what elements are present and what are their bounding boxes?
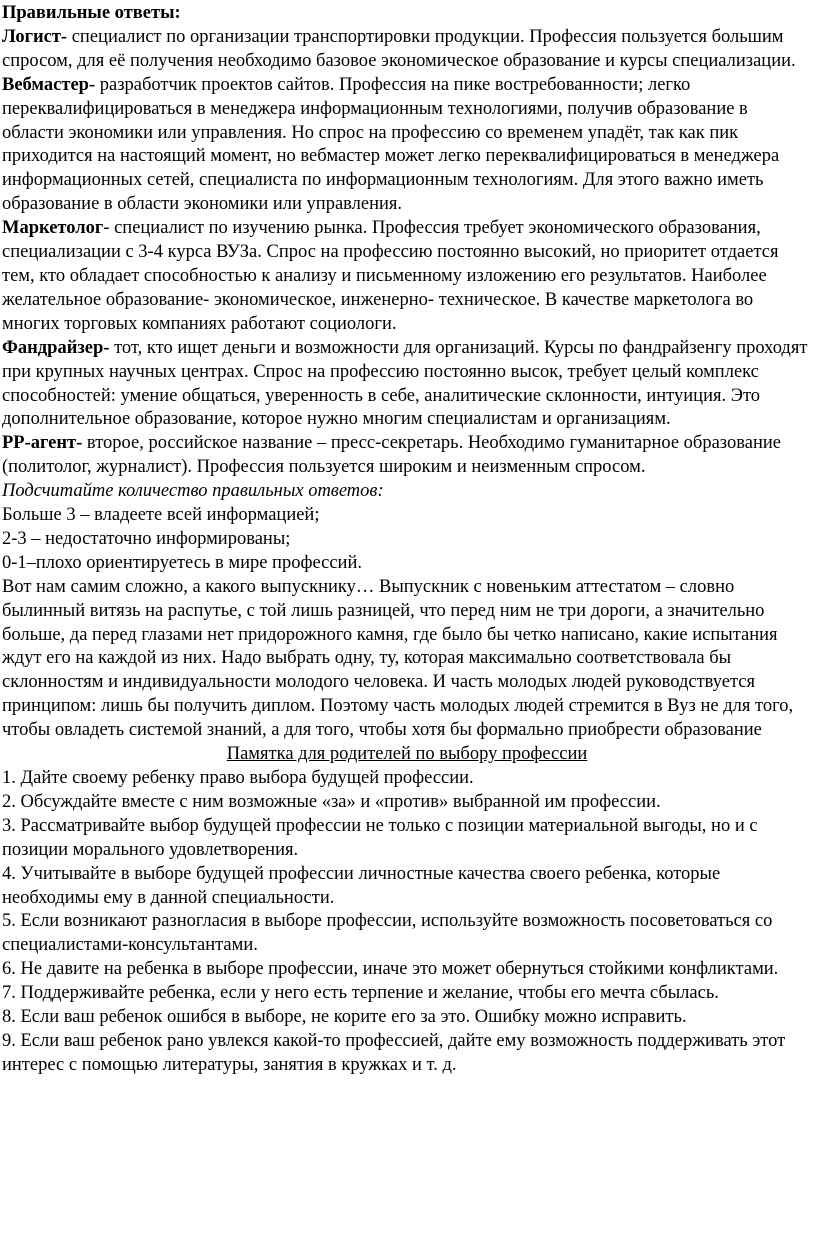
memo-item: 9. Если ваш ребенок рано увлекся какой-то профессией, дайте ему возможность поддерживать этот интерес с помощью литературы, занятия в кружках и т. д.	[2, 1030, 786, 1075]
memo-item: 8. Если ваш ребенок ошибся в выборе, не корите его за это. Ошибку можно исправить.	[2, 1007, 687, 1028]
memo-item: 1. Дайте своему ребенку право выбора будущей профессии.	[2, 768, 474, 788]
profession-term: Логист-	[2, 26, 68, 47]
memo-item: 5. Если возникают разногласия в выборе профессии, используйте возможность посоветоваться со специалистами-консультантами.	[2, 911, 773, 956]
scoring-level-high: Больше 3 – владеете всей информацией;	[2, 505, 320, 526]
profession-description: - специалист по изучению рынка. Профессия требует экономического образования, специализации с 3-4 курса ВУЗа. Спрос на профессию постоянно высокий, но приоритет отдается тем, кто обладает способностью к анализу и письменному изложению его результатов. Наиболее желательное образование- экономическое, инженерно- техническое. В качестве маркетолога во многих торговых компаниях работают социологи.	[2, 218, 779, 334]
memo-item: 4. Учитывайте в выборе будущей профессии личностные качества своего ребенка, которые необходимы ему в данной специальности.	[2, 863, 721, 908]
answers-heading	[2, 2, 812, 26]
scoring-level-medium: 2-3 – недостаточно информированы;	[2, 528, 291, 549]
answers-heading-text: Правильные ответы:	[2, 3, 181, 23]
profession-description: тот, кто ищет деньги и возможности для организаций. Курсы по фандрайзенгу проходят при крупных научных центрах. Спрос на профессию постоянно высок, требует целый комплекс способностей: умение общаться, уверенность в себе, аналитические склонности, интуиция. Это дополнительное образование, которое нужно многим специалистам и организациям.	[2, 337, 808, 430]
profession-term: Фандрайзер-	[2, 337, 110, 358]
scoring-instruction: Подсчитайте количество правильных ответов:	[2, 481, 384, 502]
profession-logist	[2, 26, 812, 74]
profession-description: разработчик проектов сайтов. Профессия на пике востребованности; легко переквалифицироваться в менеджера информационным технологиями, получив образование в области экономики или управления. Но спрос на профессию со временем упадёт, так как пик приходится на настоящий момент, но вебмастер может легко переквалифицироваться в менеджера информационных сетей, специалиста по информационным технологиям. Для этого важно иметь образование в области экономики или управления.	[2, 74, 780, 215]
memo-item: 6. Не давите на ребенка в выборе профессии, иначе это может обернуться стойкими конфликтами.	[2, 959, 779, 980]
memo-title: Памятка для родителей по выбору профессии	[226, 744, 588, 765]
profession-description: специалист по организации транспортировки продукции. Профессия пользуется большим спросом, для её получения необходимо базовое экономическое образование и курсы специализации.	[2, 26, 796, 71]
profession-fundraiser	[2, 337, 812, 433]
profession-term: Маркетолог	[2, 218, 104, 239]
essay-paragraph: Вот нам самим сложно, а какого выпускнику… Выпускник с новеньким аттестатом – словно былинный витязь на распутье, с той лишь разницей, что перед ним не три дороги, а значительно больше, да перед глазами нет придорожного камня, где было бы четко написано, какие испытания ждут его на каждой из них. Надо выбрать одну, ту, которая максимально соответствовала бы склонностям и индивидуальности молодого человека. И часть молодых людей руководствуется принципом: лишь бы получить диплом. Поэтому часть молодых людей стремится в Вуз не для того, чтобы овладеть системой знаний, а для того, чтобы хотя бы формально приобрести образование	[2, 576, 794, 741]
memo-item: 2. Обсуждайте вместе с ним возможные «за» и «против» выбранной им профессии.	[2, 791, 661, 812]
profession-description: второе, российское название – пресс-секретарь. Необходимо гуманитарное образование (политолог, журналист). Профессия пользуется широким и неизменным спросом.	[2, 433, 781, 478]
profession-pr-agent	[2, 432, 812, 480]
profession-term: PP-агент-	[2, 433, 83, 454]
profession-marketer	[2, 217, 812, 337]
scoring-level-low: 0-1–плохо ориентируетесь в мире профессий.	[2, 552, 362, 573]
memo-item: 3. Рассматривайте выбор будущей профессии не только с позиции материальной выгоды, но и с позиции морального удовлетворения.	[2, 815, 758, 860]
profession-term: Вебмастер-	[2, 74, 96, 95]
memo-item: 7. Поддерживайте ребенка, если у него есть терпение и желание, чтобы его мечта сбылась.	[2, 983, 719, 1004]
profession-webmaster	[2, 74, 812, 217]
